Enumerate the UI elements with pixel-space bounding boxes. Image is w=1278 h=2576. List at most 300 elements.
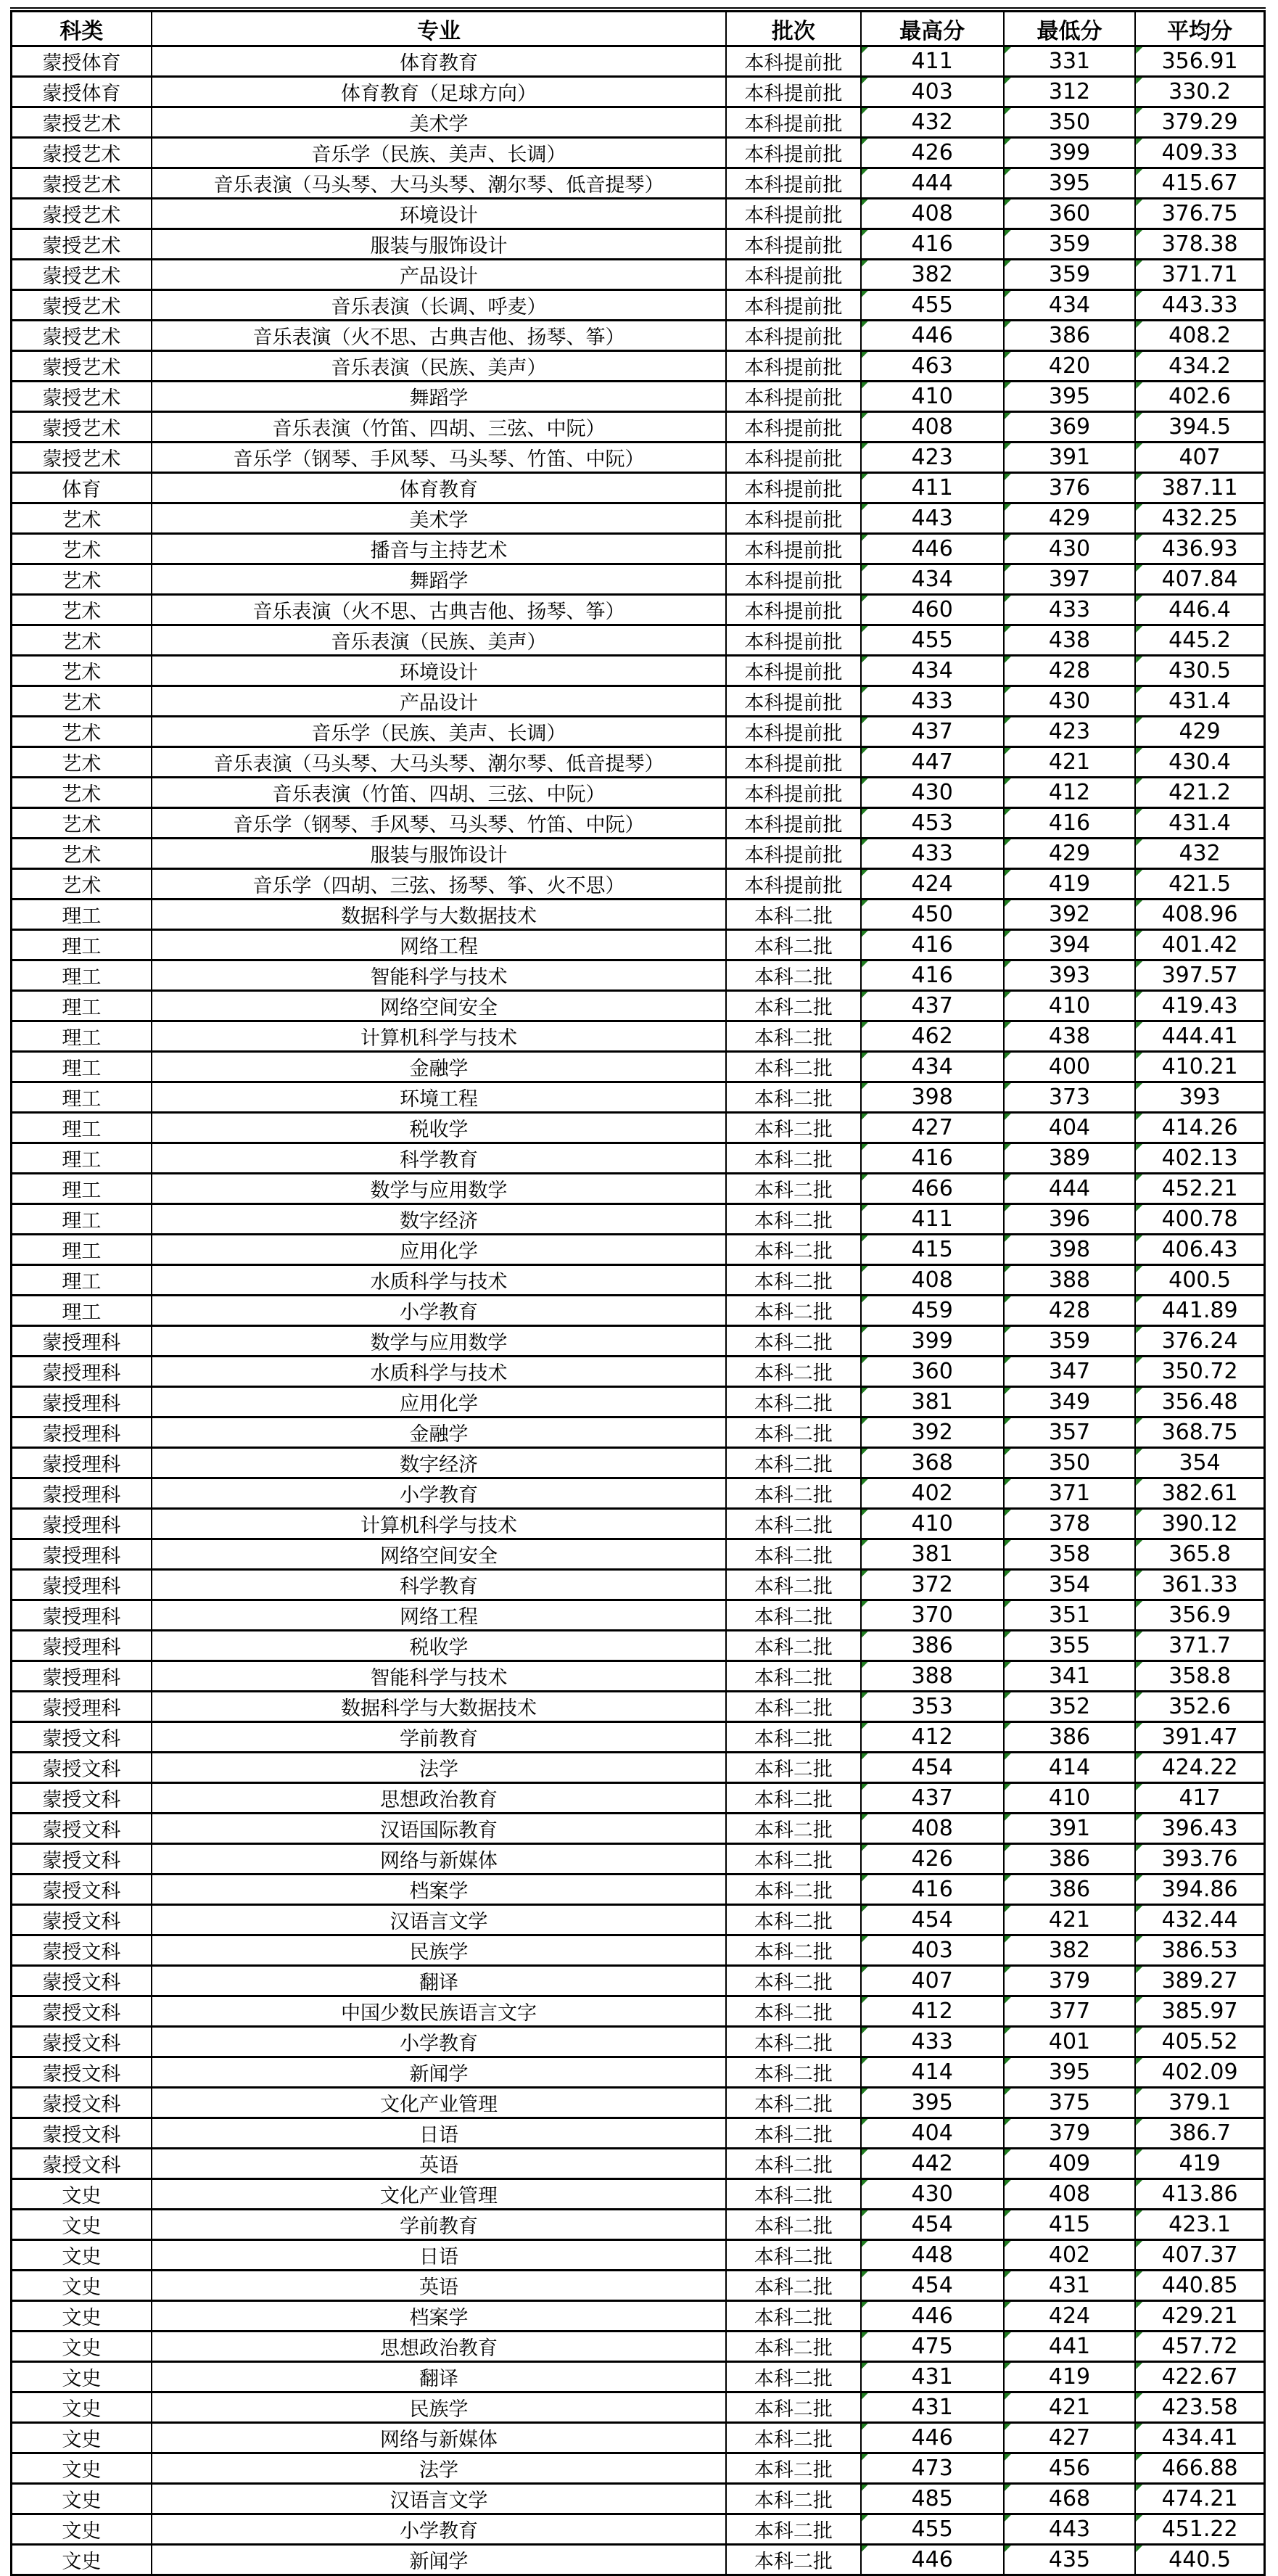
table-row [12,1570,1265,1600]
green-triangle-icon [1005,504,1011,511]
cell-batch [726,1478,860,1509]
cell-batch [726,1296,860,1326]
green-triangle-icon [862,2241,868,2247]
cell-major [152,2514,726,2545]
cell-category [12,1387,152,1417]
table-row [12,1875,1265,1905]
cell-avg-score-text: 434.41 [1161,2425,1238,2451]
cell-category [12,2240,152,2271]
cell-max-score [861,1692,1004,1722]
cell-avg-score [1135,900,1264,930]
cell-major [152,2088,726,2118]
cell-min-score-text: 412 [1048,780,1091,805]
cell-min-score-text: 438 [1048,627,1091,653]
cell-max-score [861,2057,1004,2088]
cell-max-score-text: 434 [911,567,953,592]
cell-major-text: 网络与新媒体 [380,1850,498,1872]
table-row [12,839,1265,869]
cell-batch-text: 本科提前批 [744,692,843,715]
table-row [12,2088,1265,2118]
cell-avg-score [1135,656,1264,686]
cell-major-text: 产品设计 [400,692,479,715]
table-row [12,2271,1265,2301]
cell-avg-score-text: 408.2 [1168,323,1232,348]
cell-category-text: 文史 [62,2551,102,2573]
cell-min-score-text: 428 [1048,1298,1091,1323]
cell-category-text: 艺术 [62,814,102,836]
table-row [12,199,1265,229]
cell-major-text: 产品设计 [400,266,479,288]
cell-max-score-text: 410 [911,384,953,409]
cell-category-text: 文史 [62,2429,102,2451]
cell-min-score-text: 430 [1048,536,1091,561]
cell-avg-score-text: 352.6 [1168,1694,1232,1719]
table-row [12,2453,1265,2484]
cell-max-score-text: 475 [911,2334,953,2359]
cell-max-score [861,1661,1004,1692]
cell-max-score-text: 410 [911,1511,953,1536]
cell-avg-score-text: 434.2 [1168,353,1232,379]
cell-avg-score-text: 393.76 [1161,1846,1238,1872]
cell-max-score [861,412,1004,443]
cell-batch-text: 本科提前批 [744,144,843,166]
cell-max-score-text: 416 [911,1145,953,1171]
green-triangle-icon [1005,717,1011,724]
green-triangle-icon [1136,2241,1142,2247]
cell-batch-text: 本科二批 [754,936,833,958]
cell-avg-score-text: 396.43 [1161,1816,1238,1841]
cell-avg-score-text: 371.71 [1161,262,1238,287]
cell-batch-text: 本科提前批 [744,509,843,532]
green-triangle-icon [1005,2485,1011,2491]
green-triangle-icon [1005,839,1011,846]
cell-max-score-text: 408 [911,1816,953,1841]
cell-category-text: 蒙授理科 [42,1362,121,1385]
cell-min-score-text: 388 [1048,1267,1091,1293]
cell-category [12,1478,152,1509]
green-triangle-icon [1136,2485,1142,2491]
green-triangle-icon [1136,78,1142,84]
cell-min-score-text: 347 [1048,1359,1091,1384]
cell-major [152,260,726,290]
cell-avg-score-text: 407 [1179,445,1221,470]
cell-batch [726,2088,860,2118]
cell-avg-score [1135,1296,1264,1326]
cell-major [152,1935,726,1966]
cell-min-score [1004,107,1135,138]
cell-major [152,1722,726,1753]
cell-min-score-text: 312 [1048,79,1091,104]
cell-category-text: 蒙授文科 [42,2002,121,2025]
green-triangle-icon [1005,1571,1011,1577]
cell-max-score [861,1143,1004,1174]
cell-category [12,2453,152,2484]
cell-major [152,930,726,960]
cell-batch-text: 本科二批 [754,1088,833,1111]
table-row [12,991,1265,1021]
green-triangle-icon [862,1936,868,1943]
green-triangle-icon [1005,1662,1011,1668]
cell-min-score [1004,290,1135,321]
cell-batch [726,138,860,168]
cell-avg-score-text: 423.1 [1168,2212,1232,2237]
cell-min-score-text: 360 [1048,201,1091,226]
cell-batch [726,686,860,717]
cell-major-text: 播音与主持艺术 [370,540,508,562]
green-triangle-icon [1005,1692,1011,1699]
cell-major [152,46,726,77]
cell-category [12,808,152,839]
cell-category [12,1235,152,1265]
table-row [12,1935,1265,1966]
cell-min-score-text: 431 [1048,2273,1091,2298]
green-triangle-icon [1005,1449,1011,1455]
cell-min-score [1004,138,1135,168]
cell-major [152,1905,726,1935]
cell-major [152,717,726,747]
cell-category [12,1265,152,1296]
green-triangle-icon [862,931,868,937]
cell-max-score-text: 403 [911,1938,953,1963]
cell-major-text: 音乐表演（马头琴、大马头琴、潮尔琴、低音提琴） [213,174,664,197]
cell-avg-score [1135,1844,1264,1875]
cell-major-text: 翻译 [419,1972,459,1994]
table-row [12,1296,1265,1326]
cell-batch-text: 本科二批 [754,1362,833,1385]
cell-avg-score [1135,1753,1264,1783]
cell-major-text: 中国少数民族语言文字 [341,2002,537,2025]
cell-min-score [1004,1417,1135,1448]
green-triangle-icon [862,748,868,754]
cell-category [12,1935,152,1966]
cell-major-text: 汉语言文学 [389,2490,488,2512]
cell-batch [726,1417,860,1448]
green-triangle-icon [862,1845,868,1851]
green-triangle-icon [1005,1205,1011,1211]
cell-min-score-text: 424 [1048,2303,1091,2329]
cell-avg-score-text: 432.25 [1161,506,1238,531]
green-triangle-icon [1005,1022,1011,1029]
cell-category [12,2027,152,2057]
green-triangle-icon [862,382,868,389]
cell-batch-text: 本科二批 [754,2490,833,2512]
cell-min-score-text: 396 [1048,1206,1091,1232]
green-triangle-icon [862,1357,868,1364]
table-row [12,46,1265,77]
cell-avg-score-text: 466.88 [1161,2456,1238,2481]
cell-category [12,503,152,534]
green-triangle-icon [1136,596,1142,602]
cell-batch-text: 本科二批 [754,2368,833,2390]
cell-min-score [1004,1204,1135,1235]
cell-major [152,1082,726,1113]
cell-min-score-text: 398 [1048,1237,1091,1262]
green-triangle-icon [1136,931,1142,937]
green-triangle-icon [862,1601,868,1608]
cell-category-text: 文史 [62,2490,102,2512]
cell-avg-score-text: 385.97 [1161,1999,1238,2024]
cell-category [12,1204,152,1235]
cell-major [152,1204,726,1235]
cell-batch [726,260,860,290]
cell-max-score-text: 430 [911,2181,953,2207]
table-row [12,2392,1265,2423]
cell-max-score [861,107,1004,138]
cell-max-score-text: 414 [911,2059,953,2085]
cell-max-score-text: 437 [911,719,953,744]
cell-avg-score [1135,2210,1264,2240]
green-triangle-icon [862,2515,868,2522]
cell-category-text: 蒙授文科 [42,2124,121,2147]
cell-category [12,747,152,778]
cell-max-score-text: 434 [911,658,953,683]
cell-batch [726,351,860,382]
green-triangle-icon [1005,1967,1011,1973]
cell-min-score-text: 359 [1048,231,1091,257]
green-triangle-icon [1136,870,1142,876]
green-triangle-icon [862,321,868,328]
cell-min-score-text: 350 [1048,1450,1091,1476]
green-triangle-icon [862,1662,868,1668]
cell-major [152,290,726,321]
cell-avg-score-text: 430.4 [1168,749,1232,775]
green-triangle-icon [1136,2058,1142,2065]
cell-avg-score [1135,1265,1264,1296]
table-row [12,2484,1265,2514]
cell-min-score [1004,991,1135,1021]
cell-min-score-text: 395 [1048,384,1091,409]
cell-avg-score [1135,2332,1264,2362]
cell-max-score [861,382,1004,412]
cell-avg-score [1135,1783,1264,1814]
cell-batch [726,656,860,686]
cell-batch-text: 本科提前批 [744,631,843,654]
green-triangle-icon [862,1174,868,1181]
cell-major-text: 环境工程 [400,1088,479,1111]
cell-avg-score [1135,2240,1264,2271]
cell-min-score-text: 395 [1048,2059,1091,2085]
cell-avg-score [1135,1387,1264,1417]
cell-batch [726,1387,860,1417]
cell-min-score [1004,747,1135,778]
green-triangle-icon [1005,382,1011,389]
cell-min-score-text: 441 [1048,2334,1091,2359]
cell-min-score-text: 400 [1048,1054,1091,1079]
cell-max-score [861,1082,1004,1113]
green-triangle-icon [862,1540,868,1547]
green-triangle-icon [862,1296,868,1303]
cell-avg-score [1135,1021,1264,1052]
cell-batch-text: 本科二批 [754,1149,833,1172]
cell-major [152,1631,726,1661]
cell-min-score [1004,1814,1135,1844]
cell-major-text: 音乐表演（火不思、古典吉他、扬琴、筝） [252,601,625,623]
cell-avg-score [1135,1966,1264,1996]
cell-category-text: 理工 [62,1027,102,1050]
green-triangle-icon [1005,687,1011,694]
col-header-category: 科类 [12,12,152,46]
cell-batch [726,199,860,229]
cell-min-score [1004,1539,1135,1570]
cell-min-score [1004,1661,1135,1692]
cell-min-score [1004,1265,1135,1296]
green-triangle-icon [1136,2546,1142,2552]
cell-min-score-text: 369 [1048,414,1091,440]
green-triangle-icon [1005,352,1011,358]
cell-avg-score-text: 389.27 [1161,1968,1238,1993]
cell-major [152,168,726,199]
cell-batch [726,1814,860,1844]
cell-max-score [861,2514,1004,2545]
cell-major-text: 计算机科学与技术 [360,1515,518,1537]
table-row [12,534,1265,564]
cell-category-text: 蒙授艺术 [42,418,121,440]
green-triangle-icon [1136,199,1142,206]
cell-major [152,1387,726,1417]
green-triangle-icon [1005,2515,1011,2522]
green-triangle-icon [1005,992,1011,998]
green-triangle-icon [1005,47,1011,54]
table-row [12,1539,1265,1570]
cell-avg-score-text: 457.72 [1161,2334,1238,2359]
cell-batch-text: 本科二批 [754,2124,833,2147]
cell-min-score-text: 391 [1048,1816,1091,1841]
green-triangle-icon [862,199,868,206]
cell-category-text: 蒙授文科 [42,1941,121,1964]
green-triangle-icon [1136,413,1142,419]
cell-category-text: 艺术 [62,875,102,897]
cell-major [152,1113,726,1143]
cell-batch [726,1935,860,1966]
cell-avg-score-text: 397.57 [1161,963,1238,988]
top-divider-line [10,7,1266,9]
green-triangle-icon [1136,382,1142,389]
cell-min-score-text: 386 [1048,1846,1091,1872]
cell-min-score [1004,1966,1135,1996]
cell-major-text: 网络空间安全 [380,997,498,1019]
cell-max-score-text: 388 [911,1663,953,1689]
cell-category [12,229,152,260]
cell-major-text: 汉语言文学 [389,1911,488,1933]
cell-major-text: 思想政治教育 [380,1789,498,1811]
cell-max-score-text: 411 [911,475,953,501]
green-triangle-icon [1005,2058,1011,2065]
cell-batch [726,1539,860,1570]
cell-max-score [861,564,1004,595]
cell-avg-score [1135,960,1264,991]
green-triangle-icon [1136,169,1142,176]
cell-major-text: 新闻学 [409,2551,469,2573]
cell-category-text: 文史 [62,2307,102,2329]
cell-avg-score-text: 444.41 [1161,1024,1238,1049]
cell-batch [726,107,860,138]
cell-max-score-text: 455 [911,292,953,318]
cell-batch [726,1661,860,1692]
cell-category-text: 蒙授文科 [42,1972,121,1994]
table-row [12,2423,1265,2453]
cell-min-score [1004,2362,1135,2392]
cell-category-text: 艺术 [62,631,102,654]
cell-min-score-text: 410 [1048,993,1091,1019]
cell-batch-text: 本科提前批 [744,844,843,867]
cell-major [152,503,726,534]
green-triangle-icon [862,139,868,145]
cell-max-score [861,229,1004,260]
green-triangle-icon [1005,1784,1011,1790]
cell-batch-text: 本科二批 [754,1698,833,1720]
cell-min-score-text: 416 [1048,810,1091,836]
cell-category-text: 蒙授艺术 [42,144,121,166]
cell-batch-text: 本科二批 [754,2337,833,2360]
cell-category-text: 理工 [62,1058,102,1080]
cell-category [12,1417,152,1448]
cell-min-score [1004,1448,1135,1478]
green-triangle-icon [1005,2271,1011,2278]
green-triangle-icon [1005,199,1011,206]
cell-min-score [1004,168,1135,199]
green-triangle-icon [1005,931,1011,937]
cell-major-text: 科学教育 [400,1576,479,1598]
cell-avg-score-text: 419.43 [1161,993,1238,1019]
cell-category [12,412,152,443]
cell-max-score-text: 427 [911,1115,953,1140]
cell-batch-text: 本科提前批 [744,479,843,501]
cell-major [152,2118,726,2149]
cell-min-score-text: 354 [1048,1572,1091,1597]
green-triangle-icon [862,1205,868,1211]
cell-min-score [1004,473,1135,503]
table-row [12,412,1265,443]
cell-avg-score [1135,2423,1264,2453]
cell-major-text: 环境设计 [400,662,479,684]
cell-batch-text: 本科提前批 [744,205,843,227]
cell-max-score-text: 430 [911,780,953,805]
cell-category [12,2210,152,2240]
cell-category [12,2179,152,2210]
cell-max-score [861,1539,1004,1570]
cell-batch [726,2332,860,2362]
cell-max-score [861,2271,1004,2301]
cell-category [12,1814,152,1844]
cell-category-text: 艺术 [62,601,102,623]
cell-batch-text: 本科提前批 [744,783,843,806]
cell-major [152,2484,726,2514]
cell-avg-score [1135,503,1264,534]
green-triangle-icon [1005,413,1011,419]
table-row [12,503,1265,534]
cell-category-text: 蒙授文科 [42,1819,121,1842]
cell-batch-text: 本科二批 [754,1271,833,1293]
cell-avg-score [1135,1357,1264,1387]
cell-batch-text: 本科二批 [754,1393,833,1415]
green-triangle-icon [1136,1174,1142,1181]
green-triangle-icon [1136,1814,1142,1821]
cell-batch [726,1631,860,1661]
green-triangle-icon [1136,2149,1142,2156]
green-triangle-icon [1005,1510,1011,1516]
cell-batch [726,1875,860,1905]
cell-category-text: 理工 [62,936,102,958]
cell-avg-score [1135,1905,1264,1935]
table-row [12,260,1265,290]
green-triangle-icon [1136,1418,1142,1425]
cell-max-score-text: 434 [911,1054,953,1079]
cell-major-text: 税收学 [409,1637,469,1659]
cell-major-text: 网络与新媒体 [380,2429,498,2451]
cell-max-score-text: 403 [911,79,953,104]
cell-batch [726,747,860,778]
cell-avg-score [1135,1113,1264,1143]
